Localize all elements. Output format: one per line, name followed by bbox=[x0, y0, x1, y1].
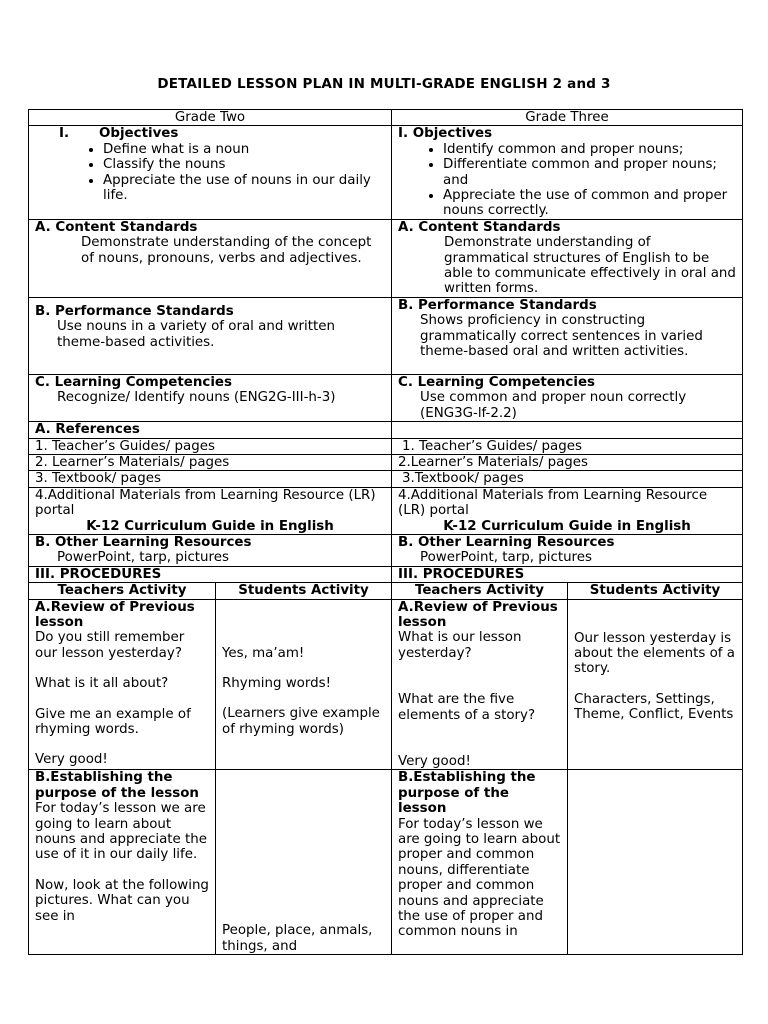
g2-review-teacher-4: Very good! bbox=[35, 752, 108, 768]
review-row bbox=[29, 599, 743, 770]
performance-standards-row bbox=[29, 297, 743, 374]
activity-header-row bbox=[29, 583, 743, 599]
list-item: • Appreciate the use of common and proper nouns correctly. bbox=[443, 188, 736, 219]
g2-procedures-title: III. PROCEDURES bbox=[29, 566, 392, 582]
learning-competencies-row bbox=[29, 374, 743, 421]
textbook-row bbox=[29, 471, 743, 487]
g2-review-teacher-3: Give me an example of rhyming words. bbox=[35, 706, 191, 737]
g3-other-resources-cell bbox=[392, 534, 743, 566]
g3-learning-competencies-text: Use common and proper noun correctly (ENG3G-lf-2.2) bbox=[420, 390, 687, 421]
g2-content-standards-cell bbox=[29, 219, 392, 297]
g2-students-activity-header: Students Activity bbox=[216, 583, 392, 599]
list-item: • Appreciate the use of nouns in our daily life. bbox=[103, 173, 385, 204]
g3-content-standards-title: A. Content Standards bbox=[398, 219, 561, 235]
list-item: • Classify the nouns bbox=[103, 157, 385, 172]
g3-learning-competencies-cell bbox=[392, 374, 743, 421]
g2-review-student-1: Yes, ma’am! bbox=[222, 645, 305, 661]
g2-performance-standards-cell bbox=[29, 297, 392, 374]
g3-references-empty bbox=[392, 422, 743, 438]
g2-objectives-list bbox=[35, 142, 385, 204]
g2-performance-standards-title: B. Performance Standards bbox=[35, 303, 234, 319]
g2-content-standards-title: A. Content Standards bbox=[35, 219, 198, 235]
g3-performance-standards-cell bbox=[392, 297, 743, 374]
purpose-row bbox=[29, 770, 743, 955]
g3-review-teacher-cell bbox=[392, 599, 568, 770]
content-standards-row bbox=[29, 219, 743, 297]
g2-learning-competencies-cell bbox=[29, 374, 392, 421]
g2-purpose-teacher-cell bbox=[29, 770, 216, 955]
g2-objectives-title: Objectives bbox=[99, 126, 179, 142]
g3-objectives-title: I. Objectives bbox=[398, 126, 493, 142]
g3-teachers-guide: 1. Teacher’s Guides/ pages bbox=[392, 438, 743, 454]
g3-procedures-title: III. PROCEDURES bbox=[392, 566, 743, 582]
list-item: • Differentiate common and proper nouns; and bbox=[443, 157, 736, 188]
g2-review-teacher-2: What is it all about? bbox=[35, 676, 169, 692]
list-item: • Define what is a noun bbox=[103, 142, 385, 157]
grade-header-row bbox=[29, 110, 743, 126]
g3-review-student-2: Characters, Settings, Theme, Conflict, Events bbox=[574, 691, 734, 723]
g3-additional-materials: 4.Additional Materials from Learning Resource (LR) portal bbox=[398, 487, 708, 519]
g2-learning-competencies-text: Recognize/ Identify nouns (ENG2G-III-h-3) bbox=[57, 390, 336, 406]
g3-purpose-title: B.Establishing the purpose of the lesson bbox=[398, 770, 536, 817]
g2-additional-materials: 4.Additional Materials from Learning Resource (LR) portal bbox=[35, 487, 376, 519]
g2-learning-competencies-title: C. Learning Competencies bbox=[35, 374, 232, 390]
g3-content-standards-text: Demonstrate understanding of grammatical structures of English to be able to communicate effectively in oral and written forms. bbox=[444, 235, 736, 297]
g2-performance-standards-text: Use nouns in a variety of oral and written theme-based activities. bbox=[57, 319, 336, 350]
g2-other-resources-cell bbox=[29, 534, 392, 566]
g3-review-student-1: Our lesson yesterday is about the elements of a story. bbox=[574, 630, 735, 677]
g2-other-resources-text: PowerPoint, tarp, pictures bbox=[57, 550, 229, 566]
g3-performance-standards-title: B. Performance Standards bbox=[398, 297, 597, 313]
g3-students-activity-header: Students Activity bbox=[568, 583, 743, 599]
g2-other-resources-title: B. Other Learning Resources bbox=[35, 534, 252, 550]
list-item: • Identify common and proper nouns; bbox=[443, 142, 736, 157]
g2-teachers-activity-header: Teachers Activity bbox=[29, 583, 216, 599]
g3-content-standards-cell bbox=[392, 219, 743, 297]
teachers-guide-row bbox=[29, 438, 743, 454]
g2-review-student-cell bbox=[216, 599, 392, 770]
g2-objectives-number: I. bbox=[59, 126, 70, 142]
g2-additional-materials-cell bbox=[29, 487, 392, 534]
g3-other-resources-title: B. Other Learning Resources bbox=[398, 534, 615, 550]
g3-objectives-list bbox=[398, 142, 736, 219]
g2-teachers-guide: 1. Teacher’s Guides/ pages bbox=[29, 438, 392, 454]
g3-additional-materials-cell bbox=[392, 487, 743, 534]
g2-purpose-title: B.Establishing the purpose of the lesson bbox=[35, 770, 199, 801]
g3-review-title: A.Review of Previous lesson bbox=[398, 599, 558, 630]
g3-review-teacher-1: What is our lesson yesterday? bbox=[398, 630, 522, 661]
g3-review-teacher-2: What are the five elements of a story? bbox=[398, 692, 536, 723]
g3-review-student-cell bbox=[568, 599, 743, 770]
g3-learning-competencies-title: C. Learning Competencies bbox=[398, 374, 595, 390]
references-row bbox=[29, 422, 743, 438]
g3-review-teacher-3: Very good! bbox=[398, 754, 471, 769]
other-resources-row bbox=[29, 534, 743, 566]
grade-two-header: Grade Two bbox=[29, 110, 392, 126]
procedures-row bbox=[29, 566, 743, 582]
g2-purpose-teacher-1: For today’s lesson we are going to learn about nouns and appreciate the use of it in our daily life. bbox=[35, 801, 207, 863]
g3-other-resources-text: PowerPoint, tarp, pictures bbox=[420, 550, 592, 566]
g2-review-student-3: (Learners give example of rhyming words) bbox=[222, 706, 380, 737]
g3-learners-materials: 2.Learner’s Materials/ pages bbox=[392, 454, 743, 470]
g2-content-standards-text: Demonstrate understanding of the concept of nouns, pronouns, verbs and adjectives. bbox=[81, 235, 372, 266]
g2-objectives-cell bbox=[29, 126, 392, 219]
additional-materials-row bbox=[29, 487, 743, 534]
g3-curriculum-guide: K-12 Curriculum Guide in English bbox=[443, 518, 691, 534]
g2-purpose-student: People, place, anmals, things, and bbox=[222, 923, 373, 954]
g2-curriculum-guide: K-12 Curriculum Guide in English bbox=[86, 518, 334, 534]
g2-review-title: A.Review of Previous lesson bbox=[35, 599, 195, 630]
g3-objectives-cell bbox=[392, 126, 743, 219]
document-title: DETAILED LESSON PLAN IN MULTI-GRADE ENGLISH 2 and 3 bbox=[157, 76, 611, 92]
learners-materials-row bbox=[29, 454, 743, 470]
g2-review-teacher-cell bbox=[29, 599, 216, 770]
g3-purpose-teacher-cell bbox=[392, 770, 568, 955]
g2-purpose-teacher-2: Now, look at the following pictures. What can you see in bbox=[35, 877, 209, 924]
g2-references-title: A. References bbox=[29, 422, 392, 438]
lesson-plan-table bbox=[28, 109, 743, 955]
g2-review-student-2: Rhyming words! bbox=[222, 675, 331, 691]
g2-purpose-student-cell bbox=[216, 770, 392, 955]
grade-three-header: Grade Three bbox=[392, 110, 743, 126]
g2-textbook: 3. Textbook/ pages bbox=[29, 471, 392, 487]
g3-purpose-student-cell bbox=[568, 770, 743, 955]
g3-teachers-activity-header: Teachers Activity bbox=[392, 583, 568, 599]
g2-review-teacher-1: Do you still remember our lesson yesterday? bbox=[35, 630, 185, 661]
g3-purpose-teacher: For today’s lesson we are going to learn about proper and common nouns, differentiate proper and common nouns and appreciate the use of proper and common nouns in bbox=[398, 816, 561, 940]
g2-learners-materials: 2. Learner’s Materials/ pages bbox=[29, 454, 392, 470]
g3-performance-standards-text: Shows proficiency in constructing grammatically correct sentences in varied theme-based oral and written activities. bbox=[420, 313, 703, 360]
g3-textbook: 3.Textbook/ pages bbox=[392, 471, 743, 487]
objectives-row bbox=[29, 126, 743, 219]
